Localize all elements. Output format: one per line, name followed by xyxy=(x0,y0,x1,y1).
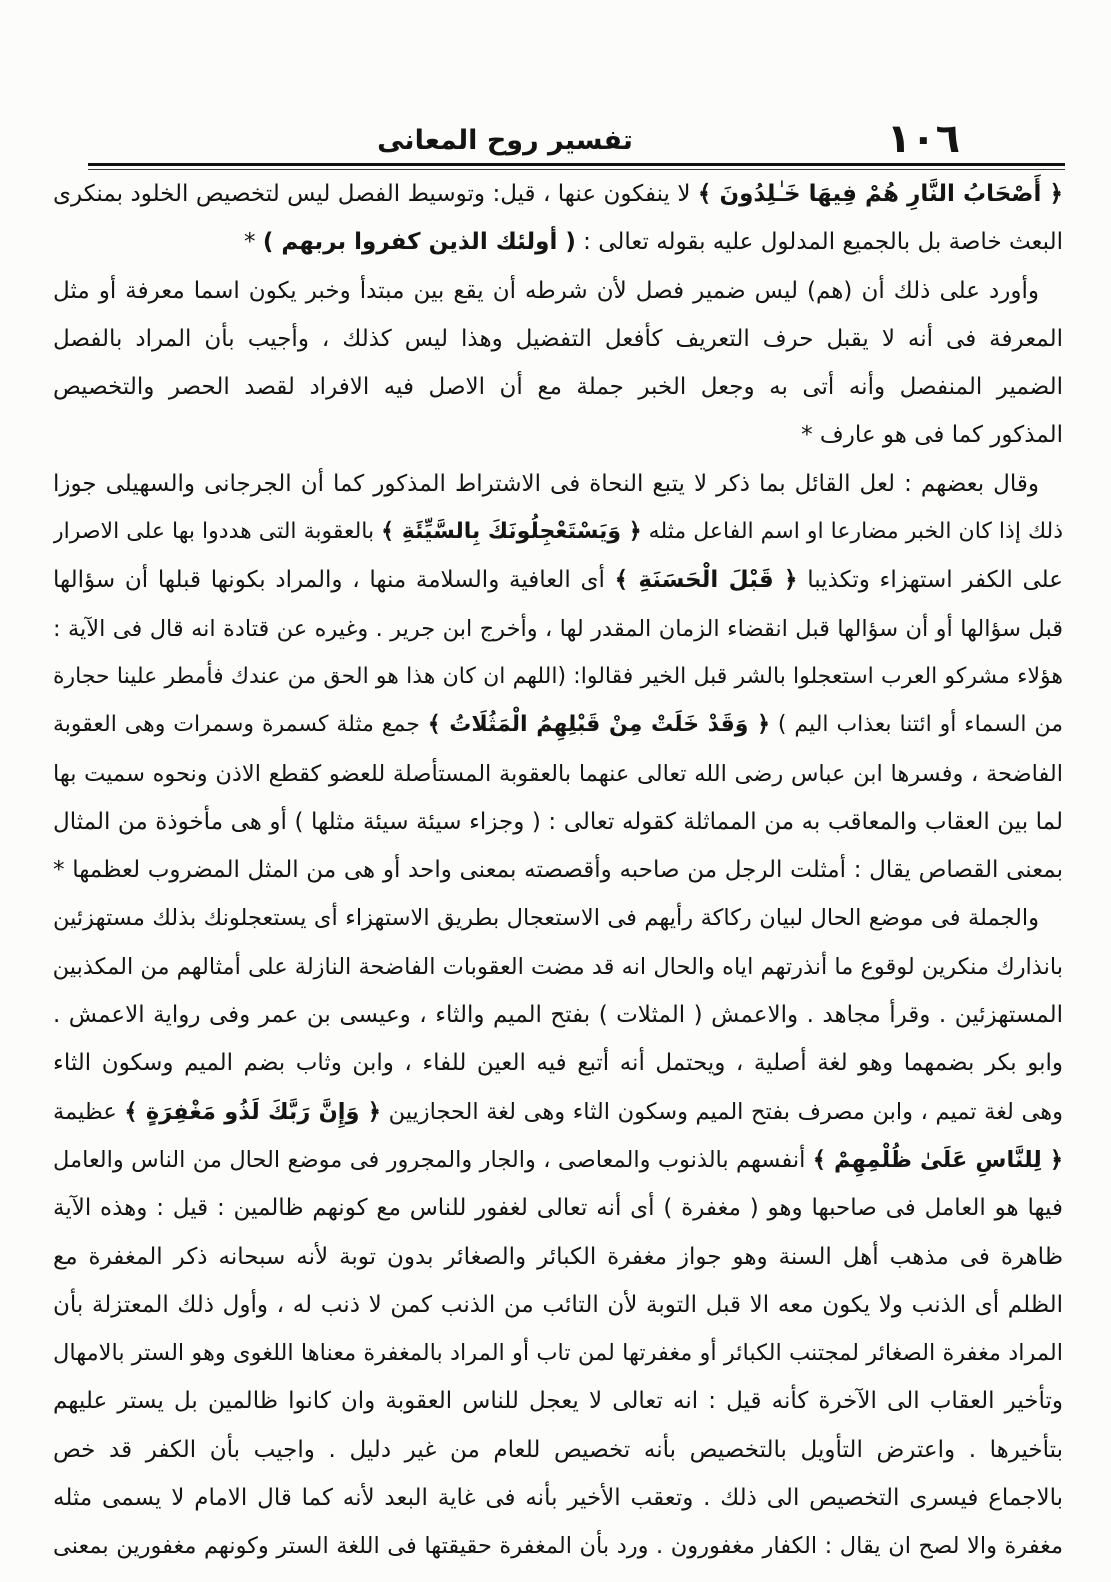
text-line: لما بين العقاب والمعاقب به من المماثلة كقوله تعالى : ( وجزاء سيئة سيئة مثلها ) أو هى مأخوذة من المثال xyxy=(53,808,1063,835)
paragraph xyxy=(53,460,1063,895)
page-number: ١٠٦ xyxy=(886,116,960,162)
text-line: المعرفة فى أنه لا يقبل حرف التعريف كأفعل التفضيل وهذا ليس كذلك ، وأجيب بأن المراد بالفصل xyxy=(53,325,1063,352)
text-line: ظاهرة فى مذهب أهل السنة وهو جواز مغفرة الكبائر والصغائر بدون توبة لأنه سبحانه ذكر المغفرة مع xyxy=(53,1243,1063,1270)
text-line: الضمير المنفصل وأنه أتى به وجعل الخبر جملة مع أن الاصل فيه الافراد لقصد الحصر والتخصيص xyxy=(53,374,1063,401)
text-line: المذكور كما فى هو عارف * xyxy=(801,422,1063,449)
text-line: بتأخيرها . واعترض التأويل بالتخصيص بأنه تخصيص للعام من غير دليل . واجيب بأن الكفر قد خص xyxy=(53,1436,1063,1463)
text-line: المستهزئين . وقرأ مجاهد . والاعمش ( المثلات ) بفتح الميم والثاء ، وعيسى بن عمر وفى رواية الاعمش . xyxy=(53,1002,1063,1029)
text-line: وابو بكر بضمهما وهو لغة أصلية ، ويحتمل أنه أتبع فيه العين للفاء ، وابن وثاب بضم الميم وسكون الثاء xyxy=(53,1050,1063,1077)
line-text: بالعقوبة التى هددوا بها على الاصرار xyxy=(53,519,382,545)
running-head xyxy=(88,116,1065,162)
text-line: قبل سؤالها أو أن سؤالها قبل انقضاء الزمان المقدر لها ، وأخرج ابن جرير . وغيره عن قتادة انه قال فى الآية : xyxy=(53,615,1063,642)
line-text: جمع مثلة كسمرة وسمرات وهى العقوبة xyxy=(53,712,428,738)
quran-quote: ( أولئك الذين كفروا بربهم ) xyxy=(262,229,576,256)
text-line: هؤلاء مشركو العرب استعجلوا بالشر قبل الخير فقالوا: (اللهم ان كان هذا هو الحق من عندك فأمطر علينا حجارة xyxy=(53,663,1063,689)
text-line xyxy=(53,1088,1063,1136)
text-line xyxy=(53,218,1063,266)
body-text xyxy=(53,170,1063,1571)
text-line xyxy=(53,1136,1063,1184)
text-line: وتأخير العقاب الى الآخرة كأنه قيل : انه تعالى لا يعجل للناس العقوبة وان كانوا ظالمين بل يستر عليهم xyxy=(53,1388,1063,1415)
paragraph xyxy=(53,894,1063,1570)
paragraph xyxy=(53,170,1063,267)
text-line: بمعنى القصاص يقال : أمثلت الرجل من صاحبه وأقصصته بمعنى واحد أو هى من المثل المضروب لعظمها * xyxy=(53,857,1063,884)
line-text: أنفسهم بالذنوب والمعاصى ، والجار والمجرور فى موضع الحال من الناس والعامل xyxy=(53,1146,813,1173)
text-line xyxy=(53,701,1063,749)
text-line xyxy=(53,556,1063,604)
text-line: الظلم أى الذنب ولا يكون معه الا قبل التوبة لأن التائب من الذنب كمن لا ذنب له ، وأول ذلك المعتزلة بأن xyxy=(53,1291,1063,1318)
text-line: الفاضحة ، وفسرها ابن عباس رضى الله تعالى عنهما بالعقوبة المستأصلة للعضو كقطع الاذن ونحوه سميت بها xyxy=(53,760,1063,787)
text-line: وقال بعضهم : لعل القائل بما ذكر لا يتبع النحاة فى الاشتراط المذكور كما أن الجرجانى والسهيلى جوزا xyxy=(53,470,1039,497)
text-line: وأورد على ذلك أن (هم) ليس ضمير فصل لأن شرطه أن يقع بين مبتدأ وخبر يكون اسما معرفة أو مثل xyxy=(53,277,1039,304)
quran-verse: ﴿ وَقَدْ خَلَتْ مِنْ قَبْلِهِمُ الْمَثُلَاتُ ﴾ xyxy=(427,712,770,738)
paragraph xyxy=(53,267,1063,460)
running-title: تفسير روح المعانى xyxy=(377,125,633,156)
quran-verse: ﴿ وَيَسْتَعْجِلُونَكَ بِالسَّيِّئَةِ ﴾ xyxy=(381,519,642,545)
text-line: المراد مغفرة الصغائر لمجتنب الكبائر أو مغفرتها لمن تاب أو المراد بالمغفرة معناها اللغوى وهو الستر بالامهال xyxy=(53,1340,1063,1367)
text-line: بانذارك منكرين لوقوع ما أنذرتهم اياه والحال انه قد مضت العقوبات الفاضحة النازلة على أمثالهم من المكذبين xyxy=(53,953,1063,980)
paragraph-end-mark: * xyxy=(244,229,263,256)
line-text: ذلك إذا كان الخبر مضارعا او اسم الفاعل مثله xyxy=(641,519,1063,545)
quran-verse: ﴿ وَإِنَّ رَبَّكَ لَذُو مَغْفِرَةٍ ﴾ xyxy=(124,1098,381,1125)
header-rule xyxy=(88,163,1065,166)
line-text: أى العافية والسلامة منها ، والمراد بكونها قبلها أن سؤالها xyxy=(53,567,615,594)
text-line: فيها هو العامل فى صاحبها وهو ( مغفرة ) أى أنه تعالى لغفور للناس مع كونهم ظالمين : قيل : وهذه الآية xyxy=(53,1195,1063,1222)
line-text: من السماء أو ائتنا بعذاب اليم ) xyxy=(769,712,1063,738)
quran-verse: ﴿ لِلنَّاسِ عَلَىٰ ظُلْمِهِمْ ﴾ xyxy=(812,1146,1063,1173)
text-line xyxy=(53,508,1063,556)
text-line: والجملة فى موضع الحال لبيان ركاكة رأيهم فى الاستعجال بطريق الاستهزاء أى يستعجلونك بذلك مستهزئين xyxy=(53,905,1039,932)
line-text: وهى لغة تميم ، وابن مصرف بفتح الميم وسكون الثاء وهى لغة الحجازيين xyxy=(380,1098,1063,1125)
line-text: عظيمة xyxy=(53,1098,125,1125)
text-line: بالاجماع فيسرى التخصيص الى ذلك . وتعقب الأخير بأنه فى غاية البعد لأنه كما قال الامام لا يسمى مثله xyxy=(53,1485,1063,1512)
line-text: لا ينفكون عنها ، قيل: وتوسيط الفصل ليس لتخصيص الخلود بمنكرى xyxy=(53,181,698,207)
line-text: البعث خاصة بل بالجميع المدلول عليه بقوله تعالى : xyxy=(575,229,1063,256)
text-line: مغفرة والا لصح ان يقال : الكفار مغفورون . ورد بأن المغفرة حقيقتها فى اللغة الستر وكونهم مغفورين بمعنى xyxy=(53,1533,1063,1560)
text-line xyxy=(53,170,1063,218)
line-text: على الكفر استهزاء وتكذيبا xyxy=(797,567,1063,594)
quran-verse: ﴿ أَصْحَابُ النَّارِ هُمْ فِيهَا خَـٰلِدُونَ ﴾ xyxy=(697,181,1063,207)
quran-verse: ﴿ قَبْلَ الْحَسَنَةِ ﴾ xyxy=(614,567,798,594)
